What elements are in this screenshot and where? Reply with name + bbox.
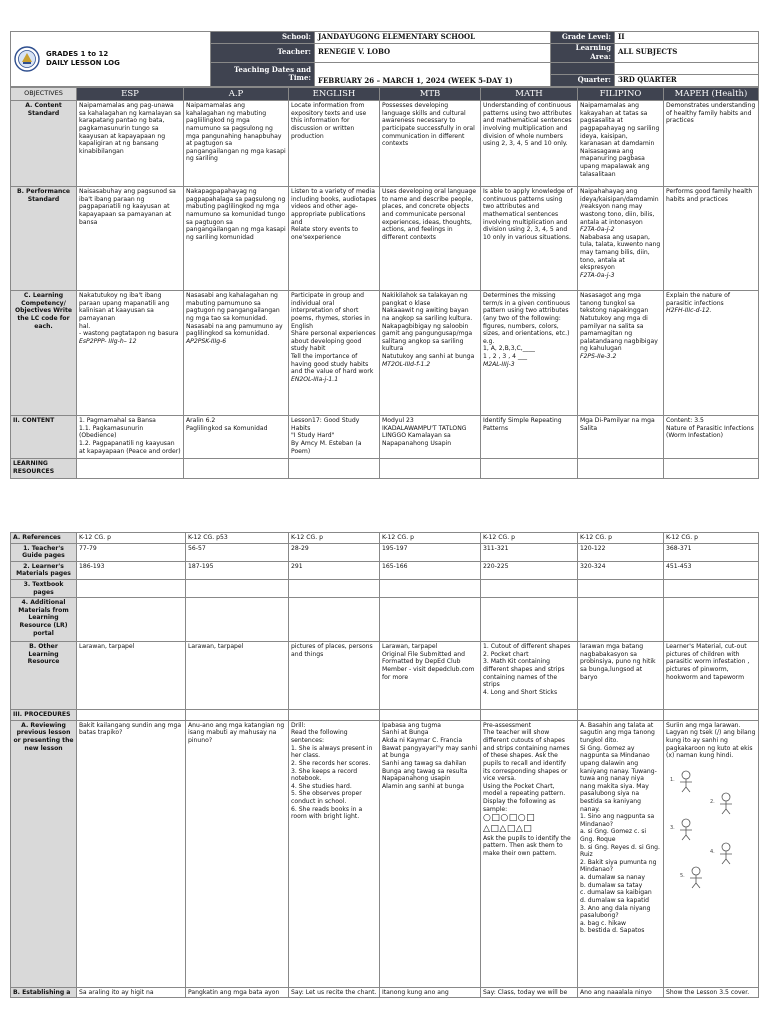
table-cell: 291 — [289, 561, 380, 579]
table-cell: Demonstrates understanding of healthy family habits and practices — [664, 101, 759, 187]
figure-number: 5. — [680, 872, 685, 879]
table-cell: Lesson17: Good Study Habits "I Study Hard" By Amcy M. Esteban (a Poem) — [289, 416, 380, 459]
table-cell — [289, 598, 380, 642]
table-cell: Pangkatin ang mga bata ayon — [186, 987, 289, 998]
table-cell — [578, 598, 664, 642]
table-cell: K-12 CG. p — [289, 533, 380, 544]
table-cell: larawan mga batang nagbabakasyon sa probinsiya, puno ng hitik sa bunga,lungsod at baryo — [578, 642, 664, 710]
table-cell: Modyul 23 IKADALAWAMPU'T TATLONG LINGGO Kamalayan sa Napapanahong Usapin — [380, 416, 481, 459]
row-label: III. PROCEDURES — [11, 710, 77, 721]
table-cell: Sa araling ito ay higit na — [77, 987, 186, 998]
column-header-esp: ESP — [77, 87, 184, 101]
figure-number: 1. — [670, 776, 675, 783]
table-cell — [186, 580, 289, 598]
child-figure-icon — [670, 819, 692, 840]
table-cell: Bakit kailangang sundin ang mga batas trapiko? — [77, 720, 186, 987]
table-cell — [289, 580, 380, 598]
table-cell: 120-122 — [578, 543, 664, 561]
row-label: 4. Additional Materials from Learning Resource (LR) portal — [11, 598, 77, 642]
table-cell: pictures of places, persons and things — [289, 642, 380, 710]
table-cell — [578, 580, 664, 598]
row-label: LEARNING RESOURCES — [11, 459, 77, 479]
table-cell — [664, 598, 759, 642]
table-cell — [186, 598, 289, 642]
resource-row — [11, 598, 759, 642]
table-cell: Is able to apply knowledge of continuous patterns using two attributes and mathematical sentences involving multiplication and division using 2, 3, 4, 5 and 10 only in various situations. — [481, 187, 578, 291]
table-cell: 77-79 — [77, 543, 186, 561]
objective-row — [11, 416, 759, 459]
area-value: ALL SUBJECTS — [615, 44, 759, 63]
table-cell: 451-453 — [664, 561, 759, 579]
column-header-objectives: OBJECTIVES — [11, 87, 77, 101]
figure-number: 3. — [670, 824, 675, 831]
table-cell — [77, 459, 184, 479]
resource-row — [11, 533, 759, 544]
table-cell: 368-371 — [664, 543, 759, 561]
table-cell: 56-57 — [186, 543, 289, 561]
table-cell — [481, 710, 578, 721]
table-cell: Participate in group and individual oral interpretation of short poems, rhymes, stories in English Share personal experiences about developing good study habit Tell the importance of having good study habits and the value of hard work EN2OL-IIIa-j-1.1 — [289, 291, 380, 416]
table-cell: Nasasagot ang mga tanong tungkol sa tekstong napakinggan Natutukoy ang mga di pamilyar na salita sa pamamagitan ng palatandaang nagbibigay ng kahulugan F2PS-IIe-3.2 — [578, 291, 664, 416]
resources-procedures-table — [10, 532, 759, 998]
table-cell: Show the Lesson 3.5 cover. — [664, 987, 759, 998]
table-cell — [77, 580, 186, 598]
table-cell: Aralin 6.2 Paglilingkod sa Komunidad — [184, 416, 289, 459]
table-cell: Nakapagpapahayag ng pagpapahalaga sa pagsulong ng mabuting paglilingkod ng mga namumuno sa komunidad tungo sa pagtugon sa pangangailangan ng mga kasapi ng sariling komunidad — [184, 187, 289, 291]
resource-row — [11, 561, 759, 579]
table-cell: Nakatutukoy ng iba't ibang paraan upang mapanatili ang kalinisan at kaayusan sa pamayanan hal. - wastong pagtatapon ng basura EsP2PPP- IIIg-h– 12 — [77, 291, 184, 416]
table-cell: K-12 CG. p — [578, 533, 664, 544]
table-cell: Say: Let us recite the chant. — [289, 987, 380, 998]
figure-number: 4. — [710, 848, 715, 855]
table-cell: Larawan, tarpapel Original File Submitted and Formatted by DepEd Club Member - visit depedclub.com for more — [380, 642, 481, 710]
objectives-table — [10, 87, 759, 480]
table-cell: Drill: Read the following sentences: 1. She is always present in her class. 2. She records her scores. 3. She keeps a record notebook. 4. She studies hard. 5. She observes proper conduct in school. 6. She reads books in a room with bright light. — [289, 720, 380, 987]
shape-pattern-row-2: △□△□△□ — [483, 823, 533, 834]
row-label: A. Content Standard — [11, 101, 77, 187]
quarter-label: Quarter: — [551, 74, 615, 86]
shape-pattern-row-1: ○□○□○□ — [483, 813, 536, 824]
table-cell: Determines the missing term/s in a given continuous pattern using two attributes (any two of the following: figures, numbers, colors, sizes, and orientations, etc.) e.g. 1, A, 2,B,3,C,____ 1 , 2 , 3 , 4 ___ M2AL-IIIj-3 — [481, 291, 578, 416]
row-label: 3. Textbook pages — [11, 580, 77, 598]
table-cell: Anu-ano ang mga katangian ng isang mabuti ay mahusay na pinuno? — [186, 720, 289, 987]
table-cell: 195-197 — [380, 543, 481, 561]
table-cell — [186, 710, 289, 721]
table-cell — [380, 580, 481, 598]
table-cell: K-12 CG. p — [664, 533, 759, 544]
child-figure-icon — [680, 867, 702, 888]
resource-row — [11, 543, 759, 561]
table-cell: 165-166 — [380, 561, 481, 579]
table-cell: Naipamamalas ang pag-unawa sa kahalagahan ng kamalayan sa karapatang pantao ng bata, pagkamasunurin tungo sa kaayusan at kapayapaan ng kapaligiran at ng bansang kinabibilangan — [77, 101, 184, 187]
table-cell: 220-225 — [481, 561, 578, 579]
deped-seal-icon — [14, 46, 40, 72]
row-label: B. Performance Standard — [11, 187, 77, 291]
table-cell: Naisasabuhay ang pagsunod sa iba't ibang paraan ng pagpapanatili ng kaayusan at kapayapaan sa pamayanan at bansa — [77, 187, 184, 291]
table-cell: Mga Di-Pamilyar na mga Salita — [578, 416, 664, 459]
table-cell: Uses developing oral language to name and describe people, places, and concrete objects and communicate personal experiences, ideas, thoughts, actions, and feelings in different contexts — [380, 187, 481, 291]
row-label: C. Learning Competency/ Objectives Write the LC code for each. — [11, 291, 77, 416]
child-figure-icon — [670, 771, 692, 792]
table-cell — [184, 459, 289, 479]
table-cell: K-12 CG. p53 — [186, 533, 289, 544]
table-cell: Ipabasa ang tugma Sanhi at Bunga Akda ni Kaymar C. Francia Bawat pangyayari"y may sanhi at bunga Sanhi ang tawag sa dahilan Bunga ang tawag sa resulta Napapanahong usapin Alamin ang sanhi at bunga — [380, 720, 481, 987]
table-cell: 1. Pagmamahal sa Bansa 1.1. Pagkamasunurin (Obedience) 1.2. Pagpapanatili ng kaayusan at kapayapaan (Peace and order) — [77, 416, 184, 459]
title-line-1: GRADES 1 to 12 — [46, 50, 109, 58]
column-header-mtb: MTB — [380, 87, 481, 101]
column-header-math: MATH — [481, 87, 578, 101]
table-cell: Itanong kung ano ang — [380, 987, 481, 998]
objective-row — [11, 459, 759, 479]
grade-value: II — [615, 32, 759, 44]
dates-value: FEBRUARY 26 – MARCH 1, 2024 (WEEK 5-DAY 1) — [315, 62, 551, 86]
table-cell: K-12 CG. p — [77, 533, 186, 544]
hygiene-illustration-icon — [666, 763, 746, 891]
table-cell — [481, 459, 578, 479]
objective-row — [11, 291, 759, 416]
table-cell — [380, 710, 481, 721]
table-cell — [77, 710, 186, 721]
table-cell: A. Basahin ang talata at sagutin ang mga tanong tungkol dito. Si Gng. Gomez ay nagpunta sa Mindanao upang dalawin ang kaniyang nanay. Tuwang-tuwa ang nanay niya nang makita siya. May pasalubong siya na bestida sa kaniyang nanay. 1. Sino ang nagpunta sa Mindanao? a. si Gng. Gomez c. si Gng. Roque b. si Gng. Reyes d. si Gng. Ruiz 2. Bakit siya pumunta ng Mindanao? a. dumalaw sa nanay b. dumalaw sa tatay c. dumalaw sa kaibigan d. dumalaw sa kapatid 3. Ano ang dala niyang pasalubong? a. bag c. hikaw b. bestida d. Sapatos — [578, 720, 664, 987]
table-cell: 1. Cutout of different shapes 2. Pocket chart 3. Math Kit containing different shapes and strips containing names of the strips 4. Long and Short Sticks — [481, 642, 578, 710]
table-cell: 28-29 — [289, 543, 380, 561]
pattern-instruction: Ask the pupils to identify the pattern. Then ask them to make their own pattern. — [483, 834, 571, 857]
row-label: A. Reviewing previous lesson or presenting the new lesson — [11, 720, 77, 987]
row-label: II. CONTENT — [11, 416, 77, 459]
column-header-a-p: A.P — [184, 87, 289, 101]
table-cell: Larawan, tarpapel — [77, 642, 186, 710]
child-figure-icon — [710, 793, 732, 814]
lesson-log-header — [10, 31, 758, 479]
row-label: A. References — [11, 533, 77, 544]
table-cell: Naipamamalas ang kakayahan at tatas sa pagsasalita at pagpapahayag ng sariling ideya, kaisipan, karanasan at damdamin Naisasagawa ang mapanuring pagbasa upang mapalawak ang talasalitaan — [578, 101, 664, 187]
table-cell — [380, 459, 481, 479]
table-cell: Suriin ang mga larawan. Lagyan ng tsek (/) ang bilang kung ito ay sanhi ng pagkakaroon ng kuto at ekis (x) naman kung hindi. 1. 2. 3. 4. 5. — [664, 720, 759, 987]
header-title-block — [11, 32, 211, 87]
table-cell — [664, 710, 759, 721]
table-cell: 186-193 — [77, 561, 186, 579]
school-label: School: — [211, 32, 315, 44]
table-cell: Locate information from expository texts and use this information for discussion or written production — [289, 101, 380, 187]
area-label: Learning Area: — [551, 44, 615, 63]
table-cell — [578, 459, 664, 479]
row-label: B. Other Learning Resource — [11, 642, 77, 710]
table-cell — [77, 598, 186, 642]
table-cell: Say: Class, today we will be — [481, 987, 578, 998]
table-cell — [578, 710, 664, 721]
table-cell: Explain the nature of parasitic infections H2FH-IIIc-d-12. — [664, 291, 759, 416]
table-cell — [481, 598, 578, 642]
resource-row — [11, 710, 759, 721]
table-cell: Learner's Material, cut-out pictures of children with parasitic worm infestation , pictures of pinworm, hookworm and tapeworm — [664, 642, 759, 710]
table-cell: Pre-assessment The teacher will show different cutouts of shapes and strips containing names of these shapes. Ask the pupils to recall and identify its corresponding shapes or vice versa. Using the Pocket Chart, model a repeating pattern. Display the following as sample: ○□○□○□ △□△□△□ Ask the pupils to identify the pattern. Then ask them to make their own pattern. — [481, 720, 578, 987]
figure-number: 2. — [710, 798, 715, 805]
child-figure-icon — [710, 843, 732, 864]
table-cell — [481, 580, 578, 598]
school-value: JANDAYUGONG ELEMENTARY SCHOOL — [315, 32, 551, 44]
table-cell — [289, 710, 380, 721]
table-cell: 187-195 — [186, 561, 289, 579]
column-header-english: ENGLISH — [289, 87, 380, 101]
table-cell — [380, 598, 481, 642]
resource-row — [11, 720, 759, 987]
table-cell: Ano ang naaalala ninyo — [578, 987, 664, 998]
teacher-label: Teacher: — [211, 44, 315, 63]
resource-row — [11, 580, 759, 598]
table-cell: Identify Simple Repeating Patterns — [481, 416, 578, 459]
objective-row — [11, 187, 759, 291]
table-cell: Nasasabi ang kahalagahan ng mabuting pamumuno sa pagtugon ng pangangailangan ng mga tao sa komunidad. Nasasabi na ang pamumuno ay paglilingkod sa komunidad. AP2PSK-IIIg-6 — [184, 291, 289, 416]
table-cell: Naipahahayag ang ideya/kaisipan/damdamin /reaksyon nang may wastong tono, diin, bilis, antala at intonasyon F2TA-0a-j-2 Nababasa ang usapan, tula, talata, kuwento nang may tamang bilis, diin, tono, antala at ekspresyon F2TA-0a-j-3 — [578, 187, 664, 291]
resources-procedures-section — [10, 532, 758, 998]
table-cell: Performs good family health habits and practices — [664, 187, 759, 291]
table-cell: Nakikilahok sa talakayan ng pangkat o klase Nakaaawit ng awiting bayan na angkop sa sariling kultura. Nakapagbibigay ng saloobin gamit ang pangungusap/mga salitang angkop sa sariling kultura Natutukoy ang sanhi at bunga MT2OL-IIId-f-1.2 — [380, 291, 481, 416]
title-line-2: DAILY LESSON LOG — [46, 58, 120, 67]
table-cell: Naipamamalas ang kahalagahan ng mabuting pagliilingkod ng mga namumuno sa pagsulong ng mga pangunahing hanapbuhay at pagtugon sa pangangailangan ng mga kasapi ng sariling — [184, 101, 289, 187]
table-cell: Possesses developing language skills and cultural awareness necessary to participate successfully in oral communication in different contexts — [380, 101, 481, 187]
grade-label: Grade Level: — [551, 32, 615, 44]
quarter-value: 3RD QUARTER — [615, 74, 759, 86]
resource-row — [11, 987, 759, 998]
table-cell: 311-321 — [481, 543, 578, 561]
table-cell — [289, 459, 380, 479]
table-cell: Understanding of continuous patterns using two attributes and mathematical sentences involving multiplication and division of whole numbers using 2, 3, 4, 5 and 10 only. — [481, 101, 578, 187]
table-cell — [664, 580, 759, 598]
row-label: B. Establishing a — [11, 987, 77, 998]
table-cell: K-12 CG. p — [481, 533, 578, 544]
row-label: 2. Learner's Materials pages — [11, 561, 77, 579]
teacher-value: RENEGIE V. LOBO — [315, 44, 551, 63]
table-cell — [664, 459, 759, 479]
column-header-mapeh-health: MAPEH (Health) — [664, 87, 759, 101]
table-cell: 320-324 — [578, 561, 664, 579]
dates-label: Teaching Dates and Time: — [211, 62, 315, 86]
objective-row — [11, 101, 759, 187]
row-label: 1. Teacher's Guide pages — [11, 543, 77, 561]
table-cell: Listen to a variety of media including books, audiotapes videos and other age-appropriate publications and Relate story events to one'sexperience — [289, 187, 380, 291]
table-cell: Larawan, tarpapel — [186, 642, 289, 710]
resource-row — [11, 642, 759, 710]
table-cell: Content: 3.5 Nature of Parasitic Infections (Worm Infestation) — [664, 416, 759, 459]
column-header-filipino: FILIPINO — [578, 87, 664, 101]
table-cell: K-12 CG. p — [380, 533, 481, 544]
